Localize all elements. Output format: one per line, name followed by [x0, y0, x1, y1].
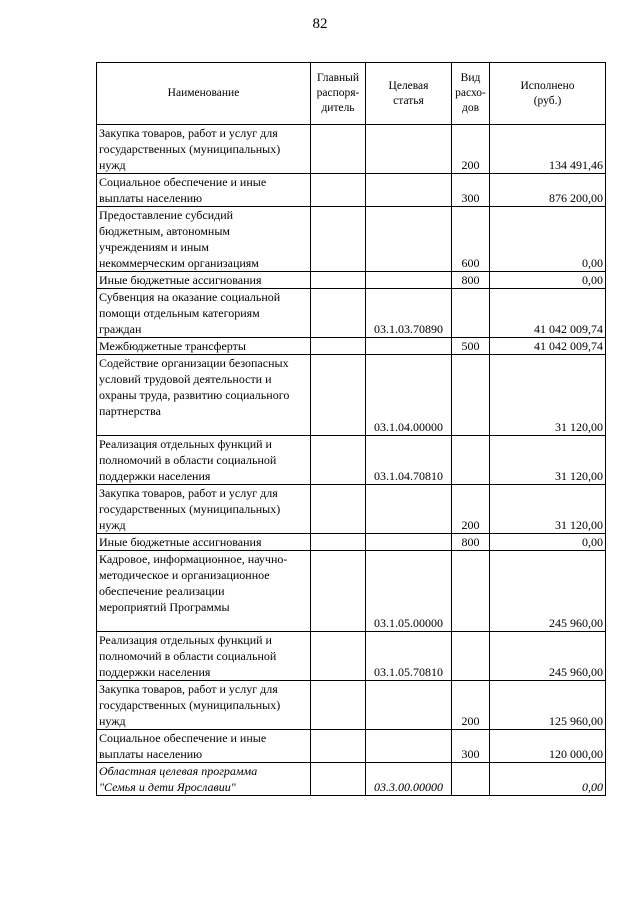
row-manager-cell — [311, 730, 366, 763]
row-target-cell — [366, 125, 452, 174]
table-row — [97, 436, 606, 485]
row-name-line: нужд — [99, 158, 126, 172]
header-manager-line: Главный — [316, 72, 360, 84]
row-target-cell — [366, 534, 452, 551]
row-name-line — [99, 420, 102, 434]
row-name-line: Субвенция на оказание социальной — [99, 290, 281, 304]
row-manager-cell — [311, 632, 366, 681]
table-row — [97, 551, 606, 632]
budget-table — [96, 62, 606, 796]
table-row — [97, 730, 606, 763]
row-name-line: Содействие организации безопасных — [99, 356, 289, 370]
table-row — [97, 272, 606, 289]
header-manager-line: дитель — [321, 102, 355, 114]
row-name-line: поддержки населения — [99, 665, 211, 679]
row-name-cell — [97, 207, 311, 272]
row-target-cell — [366, 730, 452, 763]
row-amount-cell: 31 120,00 — [490, 485, 606, 534]
row-manager-cell — [311, 763, 366, 796]
header-type-line: расхо- — [455, 87, 486, 99]
header-manager — [311, 63, 366, 125]
row-name-line: Закупка товаров, работ и услуг для — [99, 682, 278, 696]
row-target-cell: 03.3.00.00000 — [366, 763, 452, 796]
row-name-line: государственных (муниципальных) — [99, 502, 281, 516]
row-type-cell — [452, 551, 490, 632]
row-name-line: Межбюджетные трансферты — [99, 339, 246, 353]
table-row — [97, 207, 606, 272]
row-name-line: поддержки населения — [99, 469, 211, 483]
row-name-line: обеспечение реализации — [99, 584, 225, 598]
row-name-line: мероприятий Программы — [99, 600, 230, 614]
row-target-cell — [366, 174, 452, 207]
page-number: 82 — [312, 16, 328, 32]
row-name-line: Областная целевая программа — [99, 764, 258, 778]
row-name-line: Иные бюджетные ассигнования — [99, 273, 262, 287]
table-row — [97, 534, 606, 551]
header-type-line: дов — [461, 102, 480, 114]
row-amount-cell: 31 120,00 — [490, 355, 606, 436]
row-name-line: государственных (муниципальных) — [99, 698, 281, 712]
row-name-line: нужд — [99, 518, 126, 532]
row-amount-cell: 0,00 — [490, 763, 606, 796]
row-manager-cell — [311, 289, 366, 338]
table-header-row — [97, 63, 606, 125]
row-name-line: выплаты населению — [99, 191, 203, 205]
row-name-line: Реализация отдельных функций и — [99, 437, 272, 451]
row-name-line: Социальное обеспечение и иные — [99, 175, 267, 189]
row-manager-cell — [311, 534, 366, 551]
header-name — [97, 63, 311, 125]
row-manager-cell — [311, 338, 366, 355]
row-type-cell — [452, 763, 490, 796]
table-row — [97, 338, 606, 355]
header-target-line: статья — [393, 94, 424, 107]
table-row — [97, 125, 606, 174]
row-target-cell: 03.1.04.00000 — [366, 355, 452, 436]
row-amount-cell: 245 960,00 — [490, 551, 606, 632]
row-name-cell — [97, 730, 311, 763]
row-target-cell — [366, 338, 452, 355]
row-name-line: Социальное обеспечение и иные — [99, 731, 267, 745]
row-manager-cell — [311, 681, 366, 730]
row-amount-cell: 0,00 — [490, 207, 606, 272]
row-name-line: граждан — [99, 322, 142, 336]
row-name-line: полномочий в области социальной — [99, 453, 277, 467]
header-target — [366, 63, 452, 125]
row-name-line: "Семья и дети Ярославии" — [99, 780, 236, 794]
row-name-cell — [97, 763, 311, 796]
row-type-cell — [452, 289, 490, 338]
row-type-cell: 200 — [452, 125, 490, 174]
row-type-cell — [452, 436, 490, 485]
row-amount-cell: 125 960,00 — [490, 681, 606, 730]
row-target-cell: 03.1.04.70810 — [366, 436, 452, 485]
row-type-cell: 800 — [452, 534, 490, 551]
row-name-line: Реализация отдельных функций и — [99, 633, 272, 647]
row-name-cell — [97, 355, 311, 436]
row-target-cell: 03.1.03.70890 — [366, 289, 452, 338]
row-target-cell — [366, 681, 452, 730]
row-type-cell — [452, 355, 490, 436]
row-type-cell: 600 — [452, 207, 490, 272]
row-amount-cell: 0,00 — [490, 272, 606, 289]
row-name-line: нужд — [99, 714, 126, 728]
row-target-cell — [366, 485, 452, 534]
row-name-line — [99, 616, 102, 630]
header-target-line: Целевая — [388, 79, 429, 92]
row-name-cell — [97, 681, 311, 730]
row-amount-cell: 245 960,00 — [490, 632, 606, 681]
row-name-line: выплаты населению — [99, 747, 203, 761]
row-name-line: Кадровое, информационное, научно- — [99, 552, 288, 566]
row-name-line: государственных (муниципальных) — [99, 142, 281, 156]
row-name-cell — [97, 534, 311, 551]
table-row — [97, 485, 606, 534]
table-row — [97, 355, 606, 436]
row-name-cell — [97, 272, 311, 289]
row-name-line: Иные бюджетные ассигнования — [99, 535, 262, 549]
row-target-cell: 03.1.05.00000 — [366, 551, 452, 632]
row-manager-cell — [311, 436, 366, 485]
row-name-line: помощи отдельным категориям — [99, 306, 260, 320]
row-name-line: Закупка товаров, работ и услуг для — [99, 486, 278, 500]
header-amount — [490, 63, 606, 125]
table-row — [97, 632, 606, 681]
row-target-cell — [366, 272, 452, 289]
row-target-cell — [366, 207, 452, 272]
row-type-cell: 800 — [452, 272, 490, 289]
row-name-line: условий трудовой деятельности и — [99, 372, 272, 386]
row-name-cell — [97, 436, 311, 485]
header-amount-line: Исполнено — [520, 79, 575, 92]
row-manager-cell — [311, 551, 366, 632]
row-amount-cell: 134 491,46 — [490, 125, 606, 174]
row-manager-cell — [311, 207, 366, 272]
row-amount-cell: 41 042 009,74 — [490, 289, 606, 338]
row-name-cell — [97, 632, 311, 681]
header-type — [452, 63, 490, 125]
row-name-line: некоммерческим организациям — [99, 256, 259, 270]
row-name-line: Закупка товаров, работ и услуг для — [99, 126, 278, 140]
row-name-cell — [97, 551, 311, 632]
table-row — [97, 763, 606, 796]
table-row — [97, 174, 606, 207]
row-manager-cell — [311, 174, 366, 207]
row-name-cell — [97, 289, 311, 338]
row-type-cell: 500 — [452, 338, 490, 355]
row-name-line: бюджетным, автономным — [99, 224, 230, 238]
row-type-cell: 300 — [452, 730, 490, 763]
row-amount-cell: 41 042 009,74 — [490, 338, 606, 355]
row-manager-cell — [311, 355, 366, 436]
row-name-line: учреждениям и иным — [99, 240, 209, 254]
row-name-cell — [97, 174, 311, 207]
row-name-line: Предоставление субсидий — [99, 208, 234, 222]
row-name-cell — [97, 338, 311, 355]
row-manager-cell — [311, 485, 366, 534]
table-row — [97, 289, 606, 338]
row-name-cell — [97, 125, 311, 174]
row-manager-cell — [311, 125, 366, 174]
row-name-line: партнерства — [99, 404, 161, 418]
table-body — [97, 125, 606, 796]
row-name-line: методическое и организационное — [99, 568, 270, 582]
header-manager-line: распоря- — [316, 87, 360, 99]
row-amount-cell: 31 120,00 — [490, 436, 606, 485]
row-type-cell: 200 — [452, 485, 490, 534]
row-name-line: полномочий в области социальной — [99, 649, 277, 663]
row-amount-cell: 0,00 — [490, 534, 606, 551]
row-manager-cell — [311, 272, 366, 289]
row-amount-cell: 120 000,00 — [490, 730, 606, 763]
header-type-line: Вид — [460, 72, 481, 84]
row-amount-cell: 876 200,00 — [490, 174, 606, 207]
row-type-cell: 300 — [452, 174, 490, 207]
row-name-line: охраны труда, развитию социального — [99, 388, 290, 402]
header-amount-line: (руб.) — [533, 94, 562, 107]
row-name-cell — [97, 485, 311, 534]
header-name-label: Наименование — [167, 87, 240, 99]
table-row — [97, 681, 606, 730]
row-type-cell — [452, 632, 490, 681]
row-type-cell: 200 — [452, 681, 490, 730]
row-target-cell: 03.1.05.70810 — [366, 632, 452, 681]
